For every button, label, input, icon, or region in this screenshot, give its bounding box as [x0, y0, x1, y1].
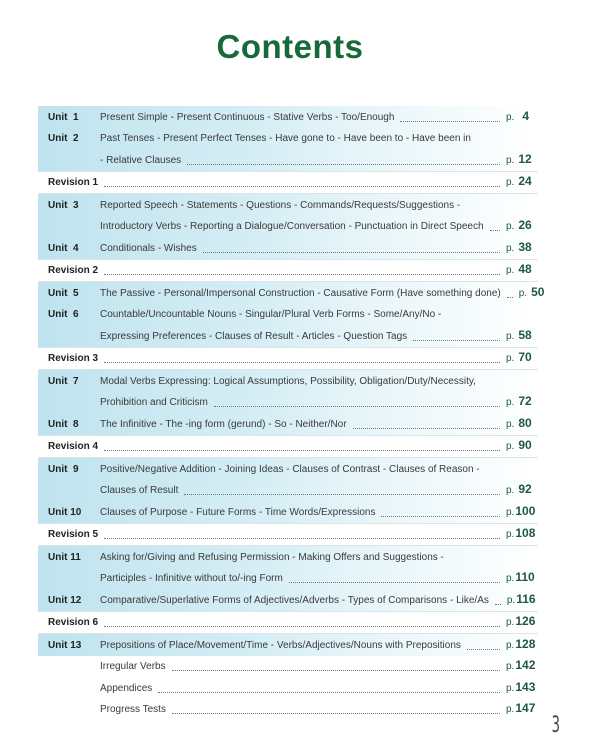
toc-entry-unit[interactable]	[38, 282, 545, 304]
entry-text: Prepositions of Place/Movement/Time - Verbs/Adjectives/Nouns with Prepositions	[100, 639, 461, 651]
page-reference[interactable]	[507, 592, 539, 608]
toc-line	[38, 524, 538, 546]
toc-line	[38, 656, 538, 678]
entry-text: Introductory Verbs - Reporting a Dialogue/Conversation - Punctuation in Direct Speech	[100, 221, 484, 232]
page-value: 50	[531, 284, 545, 299]
dot-leader	[104, 450, 500, 451]
entry-text: Irregular Verbs	[100, 661, 166, 672]
page-reference[interactable]	[506, 174, 538, 190]
page-reference[interactable]	[506, 416, 538, 432]
toc-line	[38, 106, 538, 128]
toc-line	[38, 370, 538, 392]
page-prefix: p.	[506, 529, 515, 540]
page-reference[interactable]	[506, 394, 538, 410]
page-prefix: p.	[506, 221, 515, 232]
toc-line	[38, 194, 538, 216]
page-prefix: p.	[506, 639, 515, 651]
unit-label: Unit 5	[48, 287, 79, 299]
page-value: 70	[518, 350, 532, 364]
dot-leader	[495, 604, 501, 605]
page-prefix: p.	[506, 573, 515, 584]
dot-leader	[104, 274, 500, 275]
toc-entry-unit[interactable]	[38, 106, 538, 128]
toc-entry-unit[interactable]	[38, 304, 538, 347]
toc-entry-unit[interactable]	[38, 128, 538, 171]
page-reference[interactable]	[506, 614, 538, 630]
dot-leader	[490, 230, 500, 231]
page-prefix: p.	[506, 441, 515, 452]
page-reference[interactable]	[506, 328, 538, 344]
entry-text: Positive/Negative Addition - Joining Ideas - Clauses of Contrast - Clauses of Reason -	[100, 463, 480, 475]
toc-entry-unit[interactable]	[38, 634, 538, 656]
page-reference[interactable]	[506, 482, 538, 498]
unit-label: Unit 4	[48, 242, 79, 254]
toc-entry-revision[interactable]	[38, 435, 538, 459]
unit-label: Unit 9	[48, 463, 79, 475]
toc-line	[38, 612, 538, 634]
page-value: 90	[518, 438, 532, 452]
toc-line	[38, 149, 538, 171]
toc-entry-revision[interactable]	[38, 171, 538, 195]
dot-leader	[400, 121, 500, 122]
toc-entry-unit[interactable]	[38, 501, 538, 523]
page-prefix: p.	[506, 485, 515, 496]
page-prefix: p.	[506, 661, 515, 672]
page-prefix: p.	[506, 177, 515, 188]
page-value: 4	[522, 108, 530, 123]
unit-label: Unit 3	[48, 199, 79, 211]
page-reference[interactable]	[506, 350, 538, 366]
entry-text: - Relative Clauses	[100, 154, 182, 166]
revision-label: Revision 6	[48, 617, 99, 628]
page-value: 143	[515, 679, 536, 694]
entry-text: Conditionals - Wishes	[100, 242, 197, 254]
page-reference[interactable]	[506, 218, 538, 234]
page-reference[interactable]	[519, 285, 551, 301]
page-value: 142	[515, 658, 536, 672]
entry-text: Present Simple - Present Continuous - Stative Verbs - Too/Enough	[100, 111, 395, 123]
toc-line	[38, 501, 538, 523]
dot-leader	[203, 252, 500, 253]
page-prefix: p.	[506, 418, 515, 430]
entry-text: Expressing Preferences - Clauses of Result - Articles - Question Tags	[100, 330, 408, 342]
toc-line	[38, 325, 538, 347]
dot-leader	[172, 713, 500, 714]
toc-entry-unit[interactable]	[38, 370, 538, 413]
page-value: 48	[518, 262, 532, 276]
dot-leader	[104, 538, 500, 539]
toc-line	[38, 237, 538, 259]
entry-text: Comparative/Superlative Forms of Adjectives/Adverbs - Types of Comparisons - Like/As	[100, 594, 489, 606]
toc-entry-extra[interactable]	[38, 677, 538, 699]
page-prefix: p.	[506, 594, 516, 606]
dot-leader	[413, 340, 500, 341]
dot-leader	[104, 186, 500, 187]
toc-line	[38, 128, 538, 150]
entry-text: Asking for/Giving and Refusing Permission - Making Offers and Suggestions -	[100, 551, 444, 563]
dot-leader	[104, 626, 500, 627]
unit-label: Unit 10	[48, 506, 82, 518]
toc-line	[38, 392, 538, 414]
unit-label: Unit 2	[48, 133, 79, 144]
page-reference[interactable]	[506, 438, 538, 454]
unit-label: Unit 6	[48, 309, 79, 320]
page-prefix: p.	[518, 287, 528, 299]
revision-label: Revision 5	[48, 529, 99, 540]
page-prefix: p.	[506, 682, 515, 694]
page-value: 126	[515, 614, 536, 628]
entry-text: Progress Tests	[100, 704, 166, 715]
page-reference[interactable]	[506, 680, 538, 696]
dot-leader	[381, 516, 500, 517]
toc-entry-unit[interactable]	[38, 458, 538, 501]
unit-label: Unit 8	[48, 418, 79, 430]
unit-label: Unit 12	[48, 594, 82, 606]
dot-leader	[214, 406, 500, 407]
page-value: 80	[518, 415, 532, 430]
entry-text: Past Tenses - Present Perfect Tenses - Have gone to - Have been to - Have been in	[100, 133, 471, 144]
entry-text: Clauses of Purpose - Future Forms - Time Words/Expressions	[100, 506, 376, 518]
page-value: 58	[518, 327, 532, 342]
dot-leader	[353, 428, 500, 429]
page-number: 3	[551, 713, 560, 738]
dot-leader	[507, 297, 513, 298]
page-reference[interactable]	[506, 526, 538, 542]
revision-label: Revision 2	[48, 265, 99, 276]
toc-line	[38, 546, 538, 568]
page-prefix: p.	[506, 353, 515, 364]
entry-text: The Passive - Personal/Impersonal Construction - Causative Form (Have something done)	[100, 287, 501, 299]
toc-entry-revision[interactable]	[38, 259, 538, 283]
page-prefix: p.	[506, 506, 515, 518]
page-value: 24	[518, 174, 532, 188]
toc-line	[38, 172, 538, 194]
entry-text: Reported Speech - Statements - Questions - Commands/Requests/Suggestions -	[100, 199, 461, 211]
page-value: 72	[518, 394, 532, 408]
page-prefix: p.	[506, 704, 515, 715]
page-prefix: p.	[506, 265, 515, 276]
toc-line	[38, 304, 538, 326]
page-reference[interactable]	[506, 109, 538, 125]
page-value: 38	[518, 239, 532, 254]
entry-text: Clauses of Result	[100, 485, 179, 496]
toc-entry-unit[interactable]	[38, 194, 538, 237]
page-title: Contents	[216, 28, 364, 65]
toc-line	[38, 480, 538, 502]
dot-leader	[172, 670, 500, 671]
unit-label: Unit 13	[48, 639, 82, 651]
entry-text: Participles - Infinitive without to/-ing Form	[100, 573, 283, 584]
page-prefix: p.	[506, 617, 515, 628]
unit-label: Unit 7	[48, 375, 79, 387]
page-value: 12	[518, 151, 532, 166]
dot-leader	[184, 494, 500, 495]
revision-label: Revision 3	[48, 353, 99, 364]
entry-text: Countable/Uncountable Nouns - Singular/Plural Verb Forms - Some/Any/No -	[100, 309, 442, 320]
dot-leader	[187, 164, 500, 165]
page-reference[interactable]	[506, 701, 538, 717]
toc-entry-extra[interactable]	[38, 656, 538, 678]
toc-entry-revision[interactable]	[38, 347, 538, 371]
toc-line	[38, 260, 538, 282]
toc-entry-extra[interactable]	[38, 699, 538, 721]
toc-line	[38, 677, 538, 699]
page-reference[interactable]	[506, 262, 538, 278]
page-prefix: p.	[506, 397, 515, 408]
page-prefix: p.	[506, 330, 515, 342]
page-value: 147	[515, 701, 536, 715]
toc-entry-unit[interactable]	[38, 237, 538, 259]
unit-label: Unit 1	[48, 111, 79, 123]
revision-label: Revision 1	[48, 177, 99, 188]
dot-leader	[289, 582, 500, 583]
toc-entry-unit[interactable]	[38, 589, 538, 611]
page-reference[interactable]	[506, 504, 538, 520]
page-prefix: p.	[506, 111, 515, 123]
page-reference[interactable]	[506, 658, 538, 674]
page-reference[interactable]	[506, 570, 538, 586]
toc-line	[38, 634, 538, 656]
toc-entry-revision[interactable]	[38, 523, 538, 547]
page-value: 92	[518, 482, 532, 496]
dot-leader	[467, 649, 500, 650]
page-prefix: p.	[506, 154, 515, 166]
toc-line	[38, 699, 538, 721]
table-of-contents	[38, 106, 545, 720]
entry-text: Modal Verbs Expressing: Logical Assumptions, Possibility, Obligation/Duty/Necessity,	[100, 375, 476, 387]
toc-line	[38, 568, 538, 590]
page-reference[interactable]	[506, 637, 538, 653]
toc-line	[38, 458, 538, 480]
toc-line	[38, 436, 538, 458]
page-value: 116	[516, 591, 536, 606]
page-value: 26	[518, 218, 532, 232]
toc-entry-revision[interactable]	[38, 611, 538, 635]
page-reference[interactable]	[506, 240, 538, 256]
entry-text: Prohibition and Criticism	[100, 397, 208, 408]
dot-leader	[104, 362, 500, 363]
page-value: 110	[515, 570, 535, 584]
toc-line	[38, 589, 538, 611]
entry-text: Appendices	[100, 682, 153, 694]
toc-line	[38, 282, 545, 304]
page-reference[interactable]	[506, 152, 538, 168]
dot-leader	[158, 692, 500, 693]
toc-entry-unit[interactable]	[38, 413, 538, 435]
page-value: 108	[515, 526, 536, 540]
revision-label: Revision 4	[48, 441, 99, 452]
toc-line	[38, 348, 538, 370]
page-value: 100	[515, 503, 536, 518]
toc-entry-unit[interactable]	[38, 546, 538, 589]
unit-label: Unit 11	[48, 551, 81, 563]
entry-text: The Infinitive - The -ing form (gerund) - So - Neither/Nor	[100, 418, 347, 430]
page-value: 128	[515, 636, 536, 651]
toc-line	[38, 216, 538, 238]
page-prefix: p.	[506, 242, 515, 254]
toc-line	[38, 413, 538, 435]
